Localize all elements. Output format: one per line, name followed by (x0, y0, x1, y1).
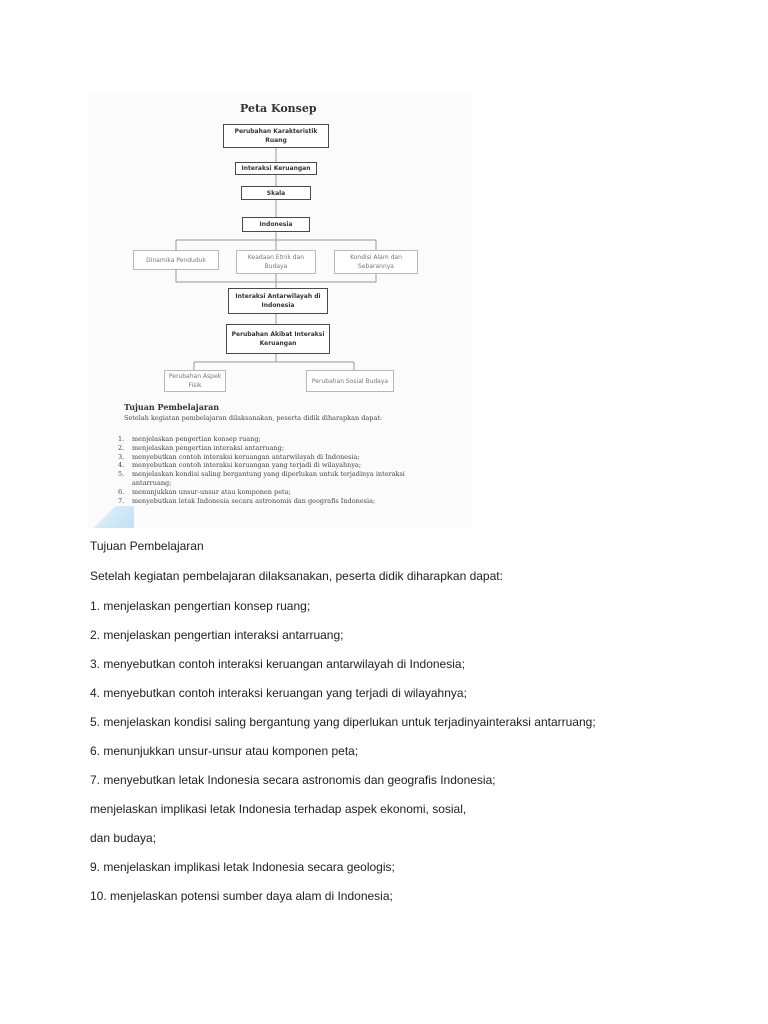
objective-item: 6. menunjukkan unsur-unsur atau komponen peta; (90, 744, 359, 758)
objective-item: 9. menjelaskan implikasi letak Indonesia secara geologis; (90, 860, 395, 874)
figure-goal-number: 5. (118, 470, 125, 479)
concept-map-figure (88, 92, 472, 528)
node-perubahan-karakteristik: Perubahan Karakteristik Ruang (223, 124, 329, 148)
figure-goal-text: menjelaskan pengertian interaksi antarruang; (132, 443, 285, 452)
section-intro: Setelah kegiatan pembelajaran dilaksanakan, peserta didik diharapkan dapat: (90, 569, 503, 583)
figure-goal-number: 7. (118, 496, 125, 505)
node-interaksi-antarwilayah: Interaksi Antarwilayah di Indonesia (228, 288, 328, 314)
figure-goal-number: 4. (118, 461, 125, 470)
figure-goals-title: Tujuan Pembelajaran (124, 402, 220, 412)
objective-item: 10. menjelaskan potensi sumber daya alam di Indonesia; (90, 889, 393, 903)
figure-goal-number: 1. (118, 435, 125, 443)
objective-item: 3. menyebutkan contoh interaksi keruangan antarwilayah di Indonesia; (90, 657, 465, 671)
figure-goal-item (118, 470, 428, 488)
node-perubahan-akibat-interaksi: Perubahan Akibat Interaksi Keruangan (226, 324, 330, 354)
figure-goal-text: menyebutkan contoh interaksi keruangan antarwilayah di Indonesia; (132, 452, 360, 461)
corner-decoration (88, 506, 134, 528)
objectives-list (90, 598, 596, 917)
figure-goal-item (118, 444, 428, 453)
figure-goal-number: 2. (118, 443, 125, 452)
node-indonesia: Indonesia (242, 217, 310, 232)
figure-goal-text: menyebutkan letak Indonesia secara astronomis dan geografis Indonesia; (132, 496, 376, 505)
figure-goal-text: menjelaskan kondisi saling bergantung yang diperlukan untuk terjadinya interaksi antarruang; (132, 470, 405, 487)
objective-item: 4. menyebutkan contoh interaksi keruangan yang terjadi di wilayahnya; (90, 686, 467, 700)
concept-map-title: Peta Konsep (240, 102, 317, 115)
objective-item: 2. menjelaskan pengertian interaksi antarruang; (90, 628, 344, 642)
node-dinamika-penduduk: Dinamika Penduduk (133, 250, 219, 270)
objective-item: menjelaskan implikasi letak Indonesia terhadap aspek ekonomi, sosial, (90, 802, 467, 816)
figure-goal-item (118, 453, 428, 462)
node-interaksi-keruangan: Interaksi Keruangan (235, 162, 317, 175)
node-skala: Skala (241, 186, 311, 200)
figure-goal-text: menyebutkan contoh interaksi keruangan yang terjadi di wilayahnya; (132, 461, 362, 470)
figure-goal-number: 6. (118, 487, 125, 496)
node-kondisi-alam: Kondisi Alam dan Sebarannya (334, 250, 418, 274)
figure-goal-item (118, 497, 428, 506)
objective-item: 5. menjelaskan kondisi saling bergantung yang diperlukan untuk terjadinyainteraksi antarruang; (90, 715, 596, 729)
objective-item: 7. menyebutkan letak Indonesia secara astronomis dan geografis Indonesia; (90, 773, 496, 787)
node-perubahan-sosial-budaya: Perubahan Sosial Budaya (306, 370, 394, 392)
figure-goal-text: menunjukkan unsur-unsur atau komponen peta; (132, 487, 291, 496)
objective-item: dan budaya; (90, 831, 157, 845)
section-heading: Tujuan Pembelajaran (90, 539, 204, 553)
figure-goals-list (118, 435, 428, 505)
figure-goal-text: menjelaskan pengertian konsep ruang; (132, 435, 261, 443)
figure-goal-number: 3. (118, 452, 125, 461)
node-perubahan-aspek-fisik: Perubahan Aspek Fisik (164, 370, 226, 392)
node-keadaan-etnik: Keadaan Etnik dan Budaya (236, 250, 316, 274)
figure-goals-intro: Setelah kegiatan pembelajaran dilaksanakan, peserta didik diharapkan dapat: (124, 414, 383, 422)
figure-goal-item (118, 435, 428, 444)
objective-item: 1. menjelaskan pengertian konsep ruang; (90, 599, 311, 613)
figure-goal-item (118, 488, 428, 497)
figure-goal-item (118, 461, 428, 470)
